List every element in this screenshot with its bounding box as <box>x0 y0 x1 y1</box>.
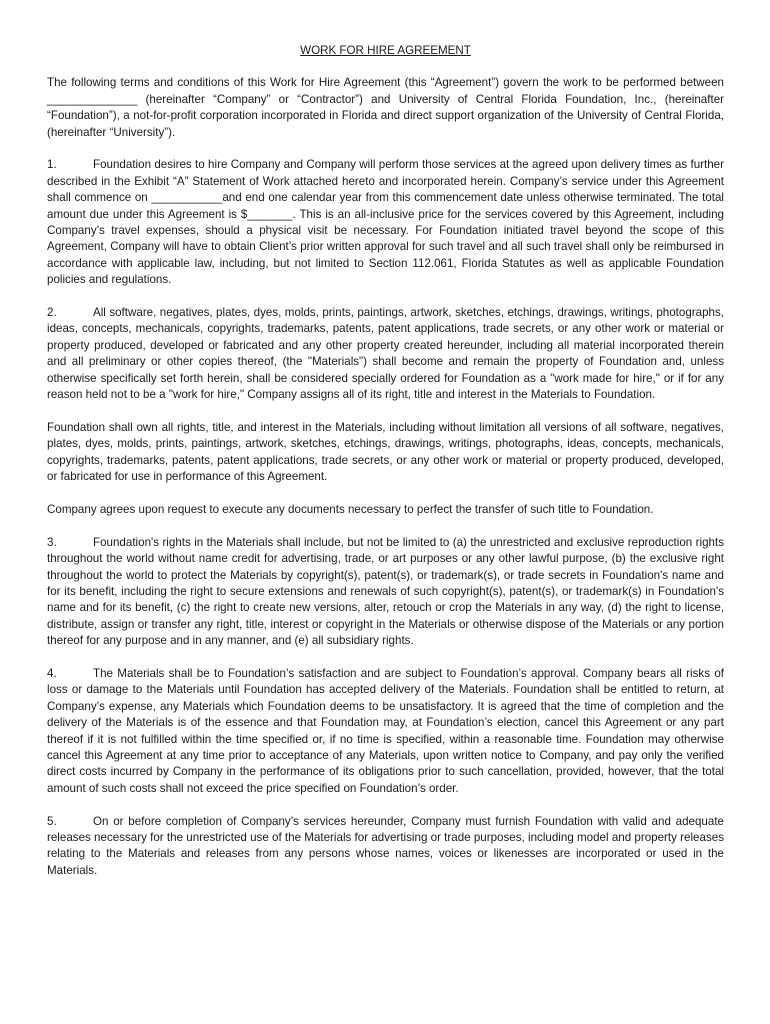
company-agrees-paragraph: Company agrees upon request to execute any documents necessary to perfect the transfer of such title to Foundation. <box>47 502 654 516</box>
section-5 <box>47 814 724 880</box>
section-1 <box>47 157 724 288</box>
section-3 <box>47 535 724 650</box>
section-2 <box>47 305 724 403</box>
document-body <box>47 43 724 896</box>
intro-paragraph: The following terms and conditions of this Work for Hire Agreement (this “Agreement”) govern the work to be performed between ______________ (hereinafter “Company” or “Contractor”) and University of Central Florida Foundation, Inc., (hereinafter “Foundation”), a not-for-profit corporation incorporated in Florida and direct support organization of the University of Central Florida, (hereinafter “University”). <box>47 76 724 139</box>
section-number: 1. <box>47 158 57 172</box>
section-text: On or before completion of Company’s services hereunder, Company must furnish Foundation with valid and adequate releases necessary for the unrestricted use of the Materials for advertising or trade purposes, including model and property releases relating to the Materials and releases from any persons whose names, voices or likenesses are incorporated or used in the Materials. <box>47 814 724 877</box>
document-title: WORK FOR HIRE AGREEMENT <box>300 44 471 57</box>
section-text: All software, negatives, plates, dyes, molds, prints, paintings, artwork, sketches, etchings, drawings, writings, photographs, ideas, concepts, mechanicals, copyrights, trademarks, patents, patent applications, trade secrets, or any other work or material or property produced, developed or fabricated and any other property created hereunder, including all material incorporated therein and all preliminary or other copies thereof, (the "Materials") shall become and remain the property of Foundation and, unless otherwise specifically set forth herein, shall be considered specially ordered for Foundation as a "work made for hire," or if for any reason held not to be a "work for hire," Company assigns all of its right, title and interest in the Materials to Foundation. <box>47 306 724 402</box>
section-number: 3. <box>47 535 57 549</box>
section-number: 5. <box>47 814 57 828</box>
section-number: 4. <box>47 666 57 680</box>
section-text: Foundation's rights in the Materials shall include, but not be limited to (a) the unrestricted and exclusive reproduction rights throughout the world without name credit for advertising, trade, or art purposes or any other lawful purpose, (b) the exclusive right throughout the world to protect the Materials by copyright(s), patent(s), or trademark(s), or trade secrets in Foundation's name and for its benefit, including the right to secure extensions and renewals of such copyright(s), patent(s), or trademark(s) in Foundation's name and for its benefit, (c) the right to create new versions, alter, retouch or crop the Materials in any way, (d) the right to license, distribute, assign or transfer any right, title, interest or copyright in the Materials or otherwise dispose of the Materials or any portion thereof for any purpose and in any manner, and (e) all subsidiary rights. <box>47 535 724 648</box>
section-text: Foundation desires to hire Company and Company will perform those services at the agreed upon delivery times as further described in the Exhibit “A” Statement of Work attached hereto and incorporated herein. Company’s service under this Agreement shall commence on ___________and end one calendar year from this commencement date unless otherwise terminated. The total amount due under this Agreement is $_______. This is an all-inclusive price for the services covered by this Agreement, including Company’s travel expenses, should a physical visit be necessary. For Foundation initiated travel beyond the scope of this Agreement, Company will have to obtain Client’s prior written approval for such travel and all such travel shall only be reimbursed in accordance with applicable law, including, but not limited to Section 112.061, Florida Statutes as well as applicable Foundation policies and regulations. <box>47 158 724 287</box>
section-4 <box>47 666 724 797</box>
ownership-paragraph: Foundation shall own all rights, title, and interest in the Materials, including without limitation all versions of all software, negatives, plates, dyes, molds, prints, paintings, artwork, sketches, etchings, drawings, writings, photographs, ideas, concepts, mechanicals, copyrights, trademarks, patents, patent applications, trade secrets, or any other work or material or property produced, developed, or fabricated for use in performance of this Agreement. <box>47 420 724 484</box>
section-number: 2. <box>47 306 57 320</box>
section-text: The Materials shall be to Foundation’s satisfaction and are subject to Foundation’s approval. Company bears all risks of loss or damage to the Materials until Foundation has accepted delivery of the Materials. Foundation shall be entitled to return, at Company’s expense, any Materials which Foundation deems to be unsatisfactory. It is agreed that the time of completion and the delivery of the Materials is of the essence and that Foundation may, at Foundation’s election, cancel this Agreement or any part thereof if it is not fulfilled within the time specified or, if no time is specified, within a reasonable time. Foundation may otherwise cancel this Agreement at any time prior to acceptance of any Materials, upon written notice to Company, and pay only the verified direct costs incurred by Company in the performance of its obligations prior to such cancellation, provided, however, that the total amount of such costs shall not exceed the price specified on Foundation’s order. <box>47 666 724 795</box>
